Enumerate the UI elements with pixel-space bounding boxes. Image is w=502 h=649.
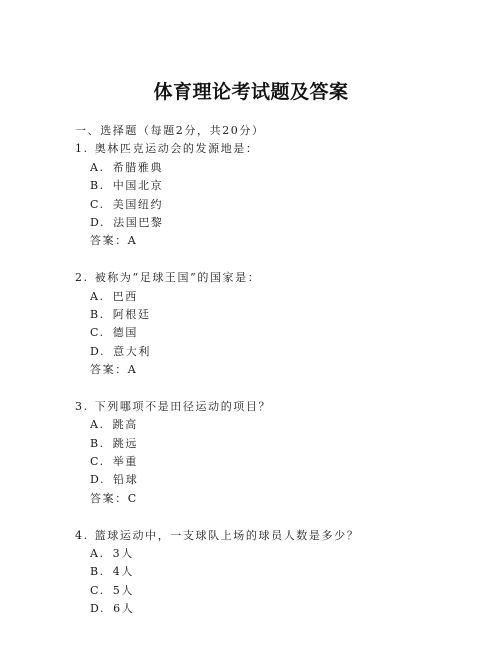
option-d [75, 214, 485, 232]
option-text: 铅球 [113, 473, 139, 487]
option-letter: C. [90, 197, 105, 211]
option-text: 中国北京 [112, 179, 164, 193]
answer-line: 答案：A [90, 363, 138, 377]
section-heading: 一、选择题（每题2分，共20分） [75, 124, 265, 137]
question-2 [75, 269, 485, 379]
option-b [75, 306, 485, 324]
option-d [75, 343, 485, 361]
option-letter: C. [90, 583, 105, 597]
option-text: 德国 [112, 326, 138, 340]
option-letter: C. [90, 455, 105, 469]
question-text: 被称为“足球王国”的国家是： [94, 271, 261, 285]
question-number: 1. [75, 142, 89, 156]
question-stem [75, 140, 485, 158]
option-letter: B. [90, 307, 105, 321]
option-letter: D. [90, 602, 106, 616]
question-number: 3. [75, 399, 89, 413]
option-a [75, 545, 485, 563]
option-d [75, 471, 485, 489]
option-letter: A. [90, 160, 105, 174]
option-text: 美国纽约 [112, 197, 164, 211]
question-number: 2. [75, 271, 89, 285]
option-letter: A. [90, 289, 105, 303]
question-stem [75, 398, 485, 416]
option-text: 举重 [112, 455, 138, 469]
question-text: 下列哪项不是田径运动的项目？ [94, 399, 272, 413]
question-number: 4. [75, 528, 89, 542]
option-letter: B. [90, 565, 105, 579]
option-b [75, 177, 485, 195]
option-text: 跳远 [112, 436, 138, 450]
document-body [75, 122, 485, 637]
answer-line: 答案：A [90, 234, 138, 248]
option-letter: D. [90, 344, 106, 358]
option-text: 法国巴黎 [113, 215, 164, 229]
option-text: 阿根廷 [112, 307, 151, 321]
question-text: 篮球运动中，一支球队上场的球员人数是多少？ [94, 528, 360, 542]
question-stem [75, 269, 485, 287]
option-letter: B. [90, 436, 105, 450]
option-text: 3人 [112, 546, 134, 560]
option-c [75, 453, 485, 471]
option-c [75, 324, 485, 342]
option-a [75, 416, 485, 434]
option-a [75, 288, 485, 306]
option-letter: D. [90, 215, 106, 229]
option-c [75, 196, 485, 214]
question-4 [75, 527, 485, 619]
option-c [75, 582, 485, 600]
option-letter: C. [90, 326, 105, 340]
option-text: 巴西 [112, 289, 138, 303]
option-letter: B. [90, 179, 105, 193]
option-text: 意大利 [113, 344, 151, 358]
option-text: 5人 [112, 583, 134, 597]
question-stem [75, 527, 485, 545]
question-3 [75, 398, 485, 508]
option-text: 跳高 [112, 418, 138, 432]
answer-line: 答案：C [90, 491, 138, 505]
option-letter: D. [90, 473, 106, 487]
option-letter: A. [90, 546, 105, 560]
option-b [75, 435, 485, 453]
option-b [75, 563, 485, 581]
option-a [75, 159, 485, 177]
option-text: 希腊雅典 [112, 160, 164, 174]
option-text: 4人 [112, 565, 134, 579]
option-d [75, 600, 485, 618]
question-text: 奥林匹克运动会的发源地是： [94, 142, 259, 156]
option-letter: A. [90, 418, 105, 432]
option-text: 6人 [113, 602, 135, 616]
question-1 [75, 140, 485, 250]
document-title: 体育理论考试题及答案 [153, 81, 349, 103]
